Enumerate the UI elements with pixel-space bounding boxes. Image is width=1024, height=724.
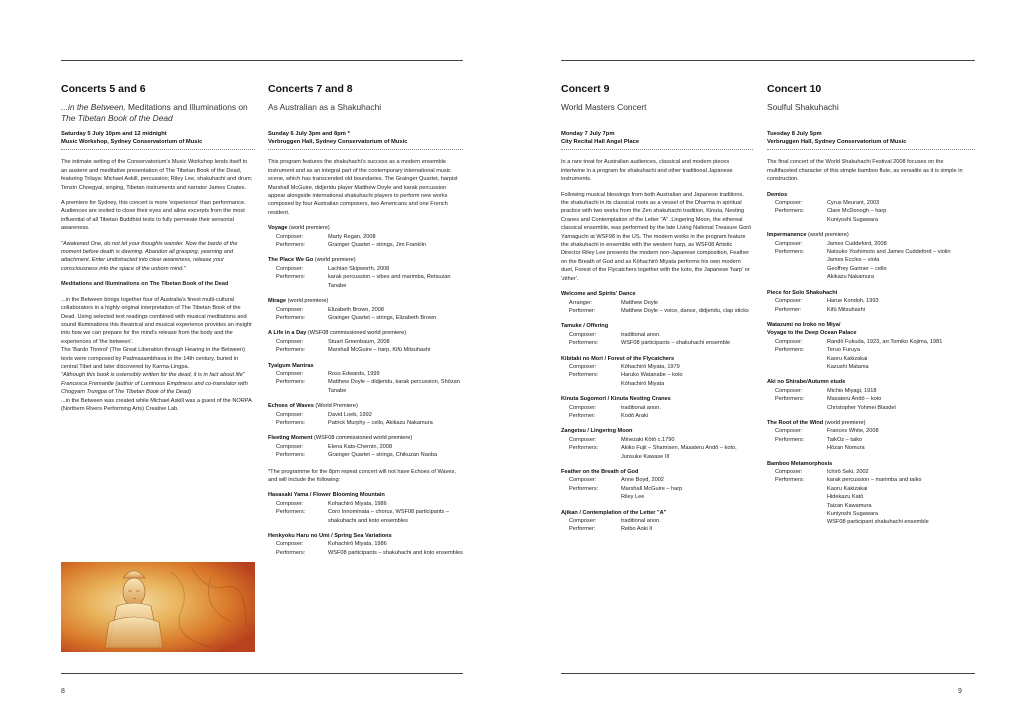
credit-row — [268, 265, 463, 273]
credit-row — [268, 370, 463, 378]
credit-row — [767, 395, 975, 412]
credit-value: Marshall McGuire – harp, Kifū Mitsuhashi — [328, 347, 431, 354]
credit-role: Composer: — [569, 436, 597, 443]
credit-role: Composer: — [775, 469, 803, 475]
credit-role: Performers: — [569, 445, 599, 452]
work-title-text: Impermanence — [767, 232, 807, 239]
credit-row — [767, 338, 975, 346]
paragraph: Following musical blessings from both Australian and Japanese traditions, the shakuhachi in its classical roots as a vessel of the Dharma in spiritual practice with two works from the Zen shakuhachi tradition, Kinuta, Nesting Cranes and Contemplation of the Letter "A". Lingering Moon, the ethereal classical ensemble, was performed by the late Living National Treasure Gorō Yamaguchi at WSF98 in the US. The modern works in the program feature the shakuhachi in ensemble with the western harp, as WSF08 Artistic Director Riley Lee presents the modern non-Japanese composition, Feather on the Breath of God and as Kōhachirō Miyata performs his own modern duet, Forest of the Flycatchers together with the koto, the Japanese 'harp' or 'zither'. — [561, 191, 752, 282]
credit-value: traditional anon. — [621, 404, 661, 411]
credit-row — [561, 412, 753, 420]
credit-role: Composer: — [276, 265, 304, 272]
credit-role: Composer: — [775, 298, 803, 305]
work-title-text: The Place We Go — [268, 257, 314, 264]
credit-row — [767, 476, 975, 526]
column-concert-9 — [561, 83, 753, 534]
top-rule — [61, 60, 463, 61]
work-title — [561, 290, 753, 298]
paragraph: A premiere for Sydney, this concert is more 'experience' than performance. Audiences are invited to close their eyes and allow excerpts from the most influential of all Tibetan Buddhist texts to fully permeate their sensorial awareness. — [61, 200, 246, 232]
credit-role: Performers: — [276, 242, 306, 249]
work-title — [767, 191, 975, 199]
column-heading: Concerts 7 and 8 — [268, 83, 353, 95]
work-note: (WSF08 commissioned world premiere) — [306, 330, 407, 337]
work-title-text: Piece for Solo Shakuhachi — [767, 289, 838, 296]
credit-value: Kodō Araki — [621, 412, 649, 419]
work-title — [268, 329, 463, 337]
credit-row — [561, 299, 753, 307]
credit-value: Grainger Quartet – strings, Jim Franklin — [328, 242, 426, 249]
credit-row — [561, 444, 753, 461]
work-title-text: Kinuta Sugomori / Kinuta Nesting Cranes — [561, 396, 671, 403]
credit-value: David Loeb, 1992 — [328, 411, 372, 418]
credit-row — [268, 411, 463, 419]
credit-row — [268, 346, 463, 354]
credit-role: Performers: — [569, 340, 599, 347]
work-title-text: A Life in a Day — [268, 330, 307, 337]
buddha-statue-image — [61, 562, 255, 652]
credit-role: Composer: — [569, 477, 597, 484]
work-title-text: Bamboo Metamorphosis — [767, 460, 833, 467]
credit-role: Composer: — [276, 306, 304, 313]
credit-row — [268, 500, 463, 508]
credit-role: Composer: — [569, 518, 597, 525]
work-title-text: Aki no Shirabe/Autumn etude — [767, 379, 846, 386]
credit-value: Elena Kats-Chernin, 2008 — [328, 443, 393, 450]
credit-value: Masateru Andō – koto Christopher Yohmei Blasdel — [827, 396, 896, 411]
credit-value: karak percussion – vibes and marimba, Retsuzan Tanabe — [328, 274, 451, 289]
credit-row — [268, 549, 463, 557]
credit-role: Composer: — [775, 240, 803, 247]
credit-row — [268, 241, 463, 249]
credit-value: Kohachirō Miyata, 1986 — [328, 541, 387, 548]
work-title — [268, 362, 463, 370]
event-info: Sunday 6 July 3pm and 8pm * Verbruggen Hall, Sydney Conservatorium of Music — [268, 131, 408, 146]
credit-value: Matthew Doyle – didjeridu, karak percussion, Shōzan Tanabe — [328, 379, 460, 394]
work-title-text: Ajikan / Contemplation of the Letter "A" — [561, 509, 667, 516]
credit-row — [268, 233, 463, 241]
credit-value: Kohachirō Miyata, 1986 — [328, 500, 387, 507]
credit-role: Performers: — [276, 274, 306, 281]
work-title — [268, 491, 463, 499]
paragraph: The 'Bardo Thotrol' (The Great Liberation through Hearing in the Between) texts were composed by Padmasambhava in the 14th century, buried in central Tibet and later discovered by Karma-Lingpa. — [61, 347, 245, 370]
credit-role: Composer: — [569, 363, 597, 370]
credit-role: Performers: — [775, 436, 805, 443]
credit-value: Ichirō Seki, 2002 — [827, 469, 869, 475]
work-title-text: Voyage — [268, 225, 288, 232]
credit-value: Akiko Fujii – Shamisen, Masateru Andō – koto, Junsuke Kawase III — [621, 445, 737, 460]
credit-value: Clare McDonogh – harp Kuniyoshi Sugawara — [827, 208, 887, 223]
work-title — [268, 434, 463, 442]
work-title-text: Feather on the Breath of God — [561, 469, 639, 475]
credit-row — [268, 378, 463, 395]
credit-row — [268, 338, 463, 346]
credit-role: Composer: — [276, 411, 304, 418]
work-title-text: Welcome and Spirits' Dance — [561, 291, 636, 298]
work-title-text: Kibitaki no Mori / Forest of the Flycatchers — [561, 355, 675, 362]
work-title — [268, 256, 463, 264]
dotted-divider — [561, 149, 753, 150]
credit-row — [767, 240, 975, 248]
paragraph: ...in the Between was created while Michael Askill was a guest of the NORPA (Northern Rivers Performing Arts) Creative Lab. — [61, 397, 252, 412]
work-title-text: Hasasaki Yama / Flower Blooming Mountain — [268, 492, 385, 499]
credit-role: Performers: — [276, 314, 306, 321]
work-note: (WSF08 commissioned world premiere) — [312, 435, 413, 442]
credit-row — [767, 207, 975, 224]
program-list — [767, 191, 975, 527]
paragraph: The intimate setting of the Conservatorium's Music Workshop lends itself to an austere and meditative presentation of The Tibetan Book of the Dead, featuring Trilaya: Michael Askill, percussion; Riley Lee, shakuhachi and drum; Tenzin Choegyal, singing, Tibetan instruments and narrator James Coates. — [61, 159, 253, 191]
credit-row — [561, 331, 753, 339]
page-number: 8 — [61, 688, 65, 695]
credit-role: Composer: — [276, 541, 304, 548]
credit-row — [767, 387, 975, 395]
credit-role: Composer: — [276, 500, 304, 507]
dotted-divider — [767, 149, 975, 150]
column-heading: Concerts 5 and 6 — [61, 83, 146, 95]
credit-value: Reibo Aoki II — [621, 526, 653, 533]
credit-value: Minezaki Kōtō c.1790 — [621, 436, 675, 443]
credit-row — [268, 419, 463, 427]
work-title — [561, 427, 753, 435]
work-title-text: Mirage — [268, 298, 287, 305]
credit-row — [268, 306, 463, 314]
credit-role: Performers: — [775, 396, 805, 403]
column-subtitle: Soulful Shakuhachi — [767, 102, 839, 112]
event-info: Monday 7 July 7pm City Recital Hall Angel Place — [561, 131, 640, 146]
credit-role: Composer: — [569, 331, 597, 338]
top-rule — [561, 60, 975, 61]
credit-row — [767, 297, 975, 305]
credit-role: Composer: — [569, 404, 597, 411]
credit-role: Performer: — [569, 526, 596, 533]
credit-row — [767, 427, 975, 435]
credit-value: Michio Miyagi, 1918 — [827, 387, 877, 394]
credit-value: karak percussion – marimba and taiko Kaoru Kakizakai Hidekazu Katō Taizan Kawamura Kuniyoshi Sugawara WSF08 participant shakuhachi ensemble — [827, 477, 929, 526]
credit-value: Patrick Murphy – cello, Akikazu Nakamura — [328, 419, 433, 426]
work-title — [767, 289, 975, 297]
paragraph: The final concert of the World Shakuhachi Festival 2008 focuses on the multifaceted character of this simple bamboo flute, as versatile as it is simple in construction. — [767, 159, 963, 183]
work-title — [268, 224, 463, 232]
quote: "Although this book is ostensibly written for the dead, it is in fact about life" Francesca Fremantle (author of Luminous Emptiness and co-translator with Chogyam Trungpa of The Tibetan Book of the Dead) — [61, 372, 248, 396]
dotted-divider — [268, 149, 463, 150]
credit-value: Matthew Doyle – voice, dance, didjeridu, clap sticks — [621, 307, 749, 314]
credit-row — [268, 508, 463, 525]
credit-role: Performers: — [775, 477, 805, 484]
credit-role: Performers: — [569, 485, 599, 492]
work-note: (World Premiere) — [313, 403, 358, 410]
column-subtitle: World Masters Concert — [561, 102, 647, 112]
credit-row — [561, 485, 753, 502]
credit-value: Grainger Quartet – strings, Elizabeth Brown — [328, 314, 437, 321]
work-title-text: Zangetsu / Lingering Moon — [561, 428, 633, 435]
credit-row — [561, 517, 753, 525]
work-title — [561, 395, 753, 403]
bottom-rule — [61, 673, 463, 674]
credit-row — [268, 273, 463, 290]
credit-row — [561, 307, 753, 315]
credit-role: Performers: — [569, 372, 599, 379]
credit-row — [561, 363, 753, 371]
credit-value: Elizabeth Brown, 2008 — [328, 306, 384, 313]
credit-row — [561, 371, 753, 388]
credit-role: Performers: — [775, 208, 805, 215]
credit-row — [561, 339, 753, 347]
dotted-divider — [61, 149, 255, 150]
credit-value: traditional anon. — [621, 331, 661, 338]
quote: "Awakened One, do not let your thoughts wander. Now the bardo of the moment before death is dawning. Abandon all grasping, yearning and attachment. Enter undistracted into clear awareness, release your consciousness into the space of the unborn mind." — [61, 240, 238, 272]
credit-value: Randō Fukuda, 1923, arr.Tomiko Kojima, 1981 — [827, 338, 943, 345]
credit-role: Composer: — [775, 428, 803, 435]
work-note: (world premiere) — [823, 419, 866, 426]
credit-value: TaikOz – taiko Hōzan Nomura — [827, 436, 865, 452]
paragraph: In a rare treat for Australian audiences, classical and modern pieces intertwine in a program for shakuhachi and other traditional Japanese instruments. — [561, 159, 733, 183]
credit-row — [268, 540, 463, 548]
credit-value: WSF08 participants – shakuhachi ensemble — [621, 340, 731, 347]
credit-role: Performers: — [276, 379, 306, 386]
credit-role: Performer: — [569, 307, 596, 314]
credit-value: Matthew Doyle — [621, 299, 658, 306]
credit-value: Kifū Mitsuhashi — [827, 306, 865, 313]
work-note: (world premiere) — [287, 225, 330, 232]
credit-value: James Cuddeford, 2008 — [827, 240, 887, 247]
credit-role: Performers: — [276, 549, 306, 556]
work-note: (world premiere) — [313, 257, 356, 264]
column-subtitle: As Australian as a Shakuhachi — [268, 102, 382, 112]
credit-value: Marty Regan, 2008 — [328, 233, 376, 240]
paragraph: This program features the shakuhachi's success as a modern ensemble instrument and as an integral part of the contemporary international music scene, which has transcended old boundaries. The Grainger Quartet, harpist Marshall McGuire, didjeridu player Matthew Doyle and karak percussion appear alongside international shakuhachi players to perform new works composed by four Australian composers, two Americans and one French resident. — [268, 159, 458, 216]
work-title-text: Tyalgum Mantras — [268, 362, 314, 369]
credit-row — [767, 346, 975, 371]
work-title — [268, 532, 463, 540]
column-heading: Concert 10 — [767, 83, 822, 95]
work-title — [767, 231, 975, 239]
work-note: (world premiere) — [806, 232, 849, 239]
credit-role: Composer: — [276, 233, 304, 240]
credit-role: Composer: — [775, 338, 803, 345]
column-concerts-5-6 — [61, 83, 255, 420]
credit-value: Harue Kondoh, 1993 — [827, 298, 879, 305]
credit-role: Performers: — [276, 509, 306, 516]
program-list — [268, 224, 463, 459]
credit-value: Natsuko Yoshimoto and James Cuddeford – violin James Eccles – viola Geoffrey Gartner – cello Akikazu Nakamura — [827, 249, 951, 281]
program-list — [561, 290, 753, 534]
credit-row — [767, 248, 975, 282]
credit-role: Performers: — [775, 347, 805, 354]
work-title — [561, 509, 753, 517]
event-info: Saturday 5 July 10pm and 12 midnight Music Workshop, Sydney Conservatorium of Music — [61, 131, 203, 146]
work-title-text: Henkyoku Haru no Umi / Spring Sea Variations — [268, 533, 392, 540]
credit-value: Teruo Furuya Kaoru Kakizakai Kazushi Matama — [827, 347, 869, 370]
credit-row — [561, 525, 753, 533]
work-title — [268, 297, 463, 305]
column-heading: Concert 9 — [561, 83, 610, 95]
credit-row — [767, 436, 975, 453]
credit-value: Frances White, 2008 — [827, 428, 879, 435]
credit-row — [767, 306, 975, 314]
bottom-rule — [561, 673, 975, 674]
work-title — [767, 460, 975, 468]
footnote: *The programme for the 8pm repeat concert will not have Echoes of Waves, and will include the following: — [268, 468, 456, 483]
credit-row — [767, 468, 975, 476]
work-title — [767, 321, 975, 338]
credit-role: Performers: — [276, 452, 306, 459]
credit-role: Performers: — [276, 419, 306, 426]
work-title — [767, 419, 975, 427]
credit-value: WSF08 participants – shakuhachi and koto ensembles — [328, 549, 463, 556]
work-title — [561, 322, 753, 330]
credit-value: Coro Innominata – chorus, WSF08 participants – shakuhachi and koto ensembles — [328, 509, 449, 524]
credit-role: Performers: — [276, 347, 306, 354]
program-list-repeat — [268, 491, 463, 557]
credit-row — [561, 404, 753, 412]
paragraph: ...in the Between brings together four of Australia's finest multi-cultural collaborators in a highly original interpretation of The Tibetan Book of the Dead. Using selected text readings combined with musical meditations and sound illuminations this theatrical and musical experience provides an insight into how we can prepare for the mind's release from the body and the experiences of 'the between'. — [61, 296, 252, 345]
column-concerts-7-8 — [268, 83, 463, 557]
event-info: Tuesday 8 July 5pm Verbruggen Hall, Sydney Conservatorium of Music — [767, 131, 907, 146]
credit-row — [561, 476, 753, 484]
credit-role: Composer: — [276, 443, 304, 450]
work-title-text: The Root of the Wind — [767, 419, 824, 426]
credit-role: Arranger: — [569, 299, 593, 306]
credit-value: Cyrus Meurant, 2003 — [827, 200, 880, 207]
work-title — [268, 402, 463, 410]
credit-value: Stuart Greenbaum, 2008 — [328, 338, 390, 345]
credit-role: Performers: — [775, 249, 805, 256]
section-heading: Meditations and Illuminations on The Tibetan Book of the Dead — [61, 281, 229, 288]
credit-role: Performer: — [569, 412, 596, 419]
column-subtitle: ...in the Between, Meditations and Illuminations on The Tibetan Book of the Dead — [61, 102, 248, 123]
credit-value: Ross Edwards, 1999 — [328, 370, 380, 377]
page-number: 9 — [958, 688, 962, 695]
credit-row — [767, 199, 975, 207]
credit-row — [268, 443, 463, 451]
credit-row — [268, 451, 463, 459]
credit-value: Grainger Quartet – strings, Chikuzan Naoba — [328, 452, 438, 459]
right-page — [512, 0, 1024, 724]
work-title-text: Tamuke / Offering — [561, 323, 609, 330]
credit-row — [268, 314, 463, 322]
work-title — [561, 355, 753, 363]
credit-value: Lachlan Skipworth, 2008 — [328, 265, 390, 272]
credit-value: traditional anon. — [621, 518, 661, 525]
buddha-icon — [61, 562, 255, 652]
work-title-text: Echoes of Waves — [268, 403, 314, 410]
credit-role: Composer: — [276, 370, 304, 377]
work-note: (world premiere) — [286, 298, 329, 305]
work-title — [561, 468, 753, 476]
credit-role: Performer: — [775, 306, 802, 313]
credit-value: Marshall McGuire – harp Riley Lee — [621, 485, 683, 501]
credit-role: Composer: — [775, 200, 803, 207]
credit-role: Composer: — [276, 338, 304, 345]
work-title-text: Demios — [767, 191, 788, 198]
credit-role: Composer: — [775, 387, 803, 394]
work-title-text: Watazumi no Iroko no Miya/ Voyage to the Deep Ocean Palace — [767, 321, 857, 337]
credit-value: Kōhachirō Miyata, 1979 — [621, 363, 680, 370]
credit-value: Anne Boyd, 2002 — [621, 477, 664, 484]
column-concert-10 — [767, 83, 975, 527]
credit-value: Haruko Watanabe – koto Kōhachirō Miyata — [621, 372, 683, 387]
credit-row — [561, 436, 753, 444]
work-title — [767, 378, 975, 386]
work-title-text: Fleeting Moment — [268, 435, 313, 442]
